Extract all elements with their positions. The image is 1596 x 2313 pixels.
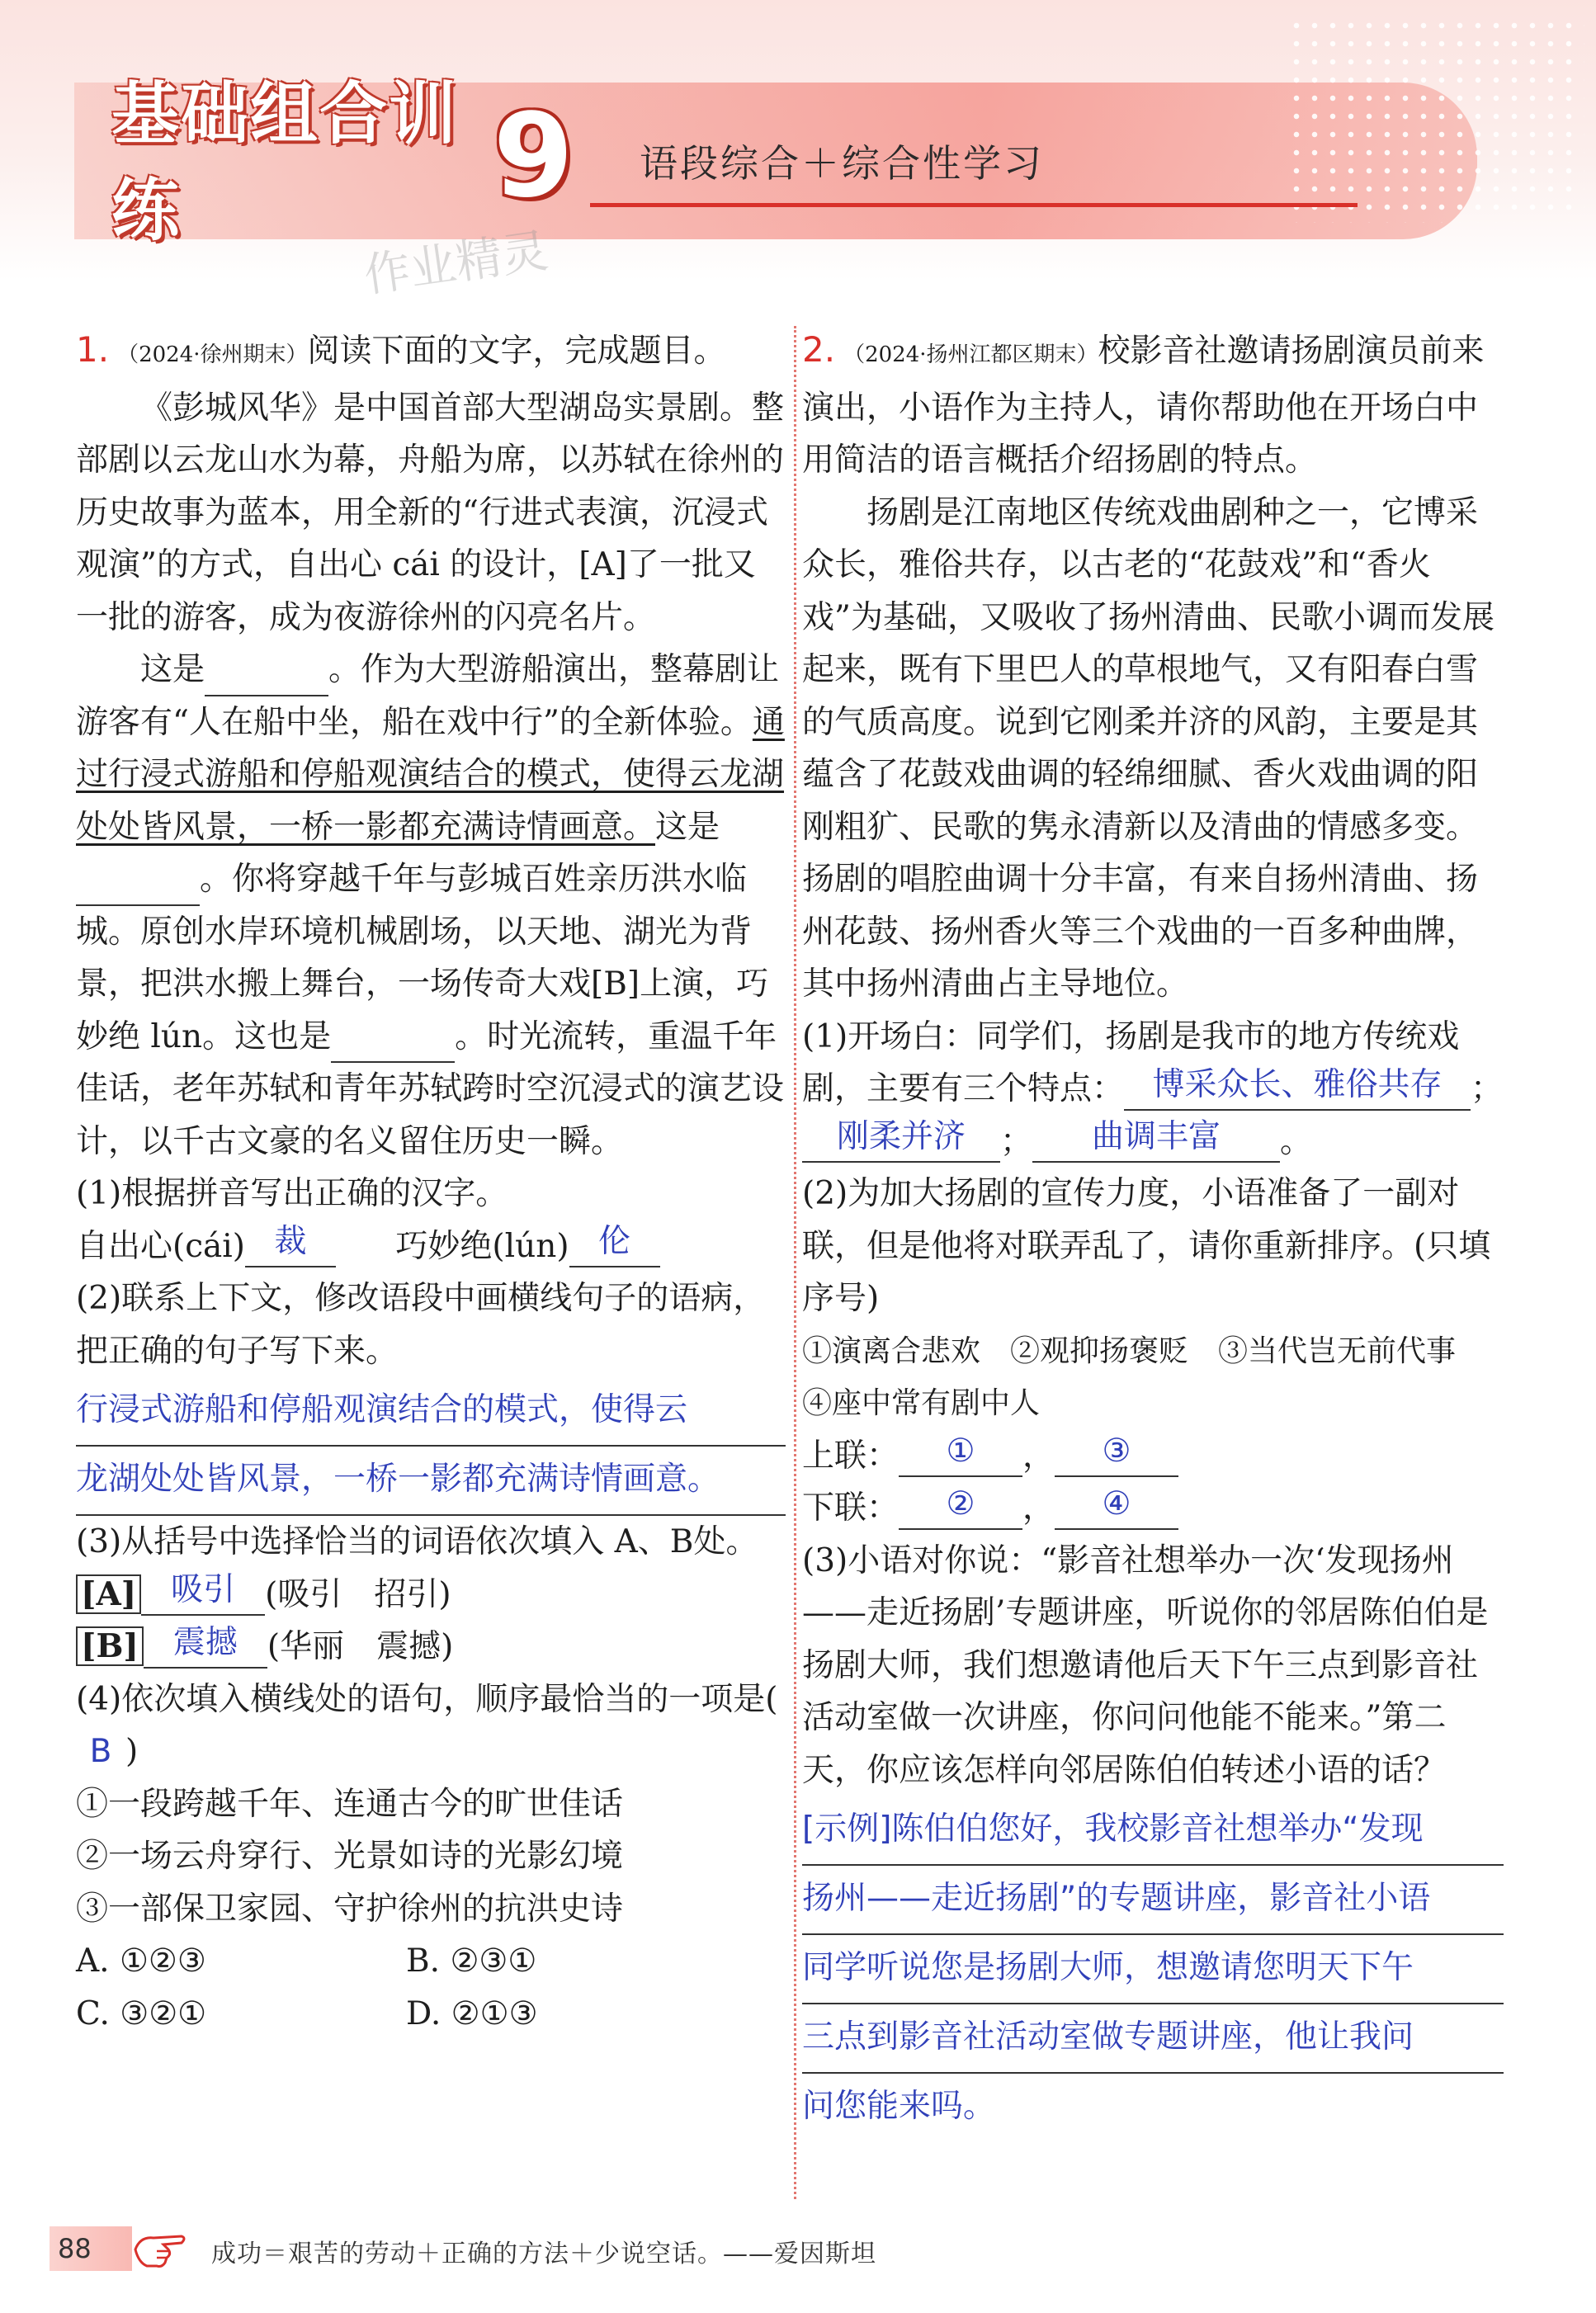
q1-sub2-prompt: (2)联系上下文，修改语段中画横线句子的语病，把正确的句子写下来。 [76,1280,766,1370]
q2-sub1-answer-3[interactable]: 曲调丰富 [1032,1118,1280,1163]
q2-lower-label: 下联： [802,1489,900,1527]
q2-number: 2. [802,329,836,370]
q2-sub2-lower [802,1482,1504,1535]
q1-sub3-prompt: (3)从括号中选择恰当的词语依次填入 A、B处。 [76,1523,758,1560]
q1-source: （2024·徐州期末） [117,342,308,367]
q1-passage-p1: 《彭城风华》是中国首部大型湖岛实景剧。整部剧以云龙山水为幕，舟船为席，以苏轼在徐州的历史故事为蓝本，用全新的“行进式表演，沉浸式观演”的方式，自出心 cái 的设计，[A]了一批又一批的游客，成为夜游徐州的闪亮名片。 [76,389,785,636]
q2-sub1-end: 。 [1280,1122,1313,1160]
footer-quote: 成功＝艰苦的劳动＋正确的方法＋少说空话。——爱因斯坦 [211,2240,876,2268]
q1-text: 。时光流转，重温千年佳话，老年苏轼和青年苏轼跨时空沉浸式的演艺设计，以千古文豪的名义留住历史一瞬。 [76,1017,785,1160]
q1-sub2-answer-line-1[interactable]: 行浸式游船和停船观演结合的模式，使得云 [76,1377,786,1447]
q2-lower-comma: ， [1022,1489,1055,1527]
q1-sub4-answer[interactable]: B [89,1733,112,1770]
q1-sub4-item-1: ①一段跨越千年、连通古今的旷世佳话 [76,1785,624,1823]
q1-underlined-sentence: 通过行浸式游船和停船观演结合的模式，使得云龙湖处处皆风景，一桥一影都充满诗情画意。 [76,703,785,846]
q1-blank-1[interactable] [205,662,328,696]
question-1 [76,323,786,2040]
subtitle-rule [590,203,1358,207]
q2-sub2-items: ①演离合悲欢 ②观抑扬褒贬 ③当代岂无前代事 ④座中常有剧中人 [802,1334,1486,1420]
q1-sub4-prompt [76,1673,786,1778]
header-banner [0,0,1596,304]
q1-sub3-b-answer[interactable]: 震撼 [144,1624,267,1669]
choice-a[interactable]: A. ①②③ [76,1942,206,1980]
q2-sub3-answer-line-5[interactable]: 问您能来吗。 [802,2088,996,2125]
q1-text: 这是 [655,808,720,846]
page-subtitle: 语段综合＋综合性学习 [640,141,1044,186]
title-number: 9 [493,89,574,224]
q1-prompt: 阅读下面的文字，完成题目。 [307,333,726,370]
q1-sub4-item-2: ②一场云舟穿行、光景如诗的光影幻境 [76,1838,624,1875]
q2-sub1-sep: ； [1000,1122,1033,1160]
q2-sub3-answer-line-4[interactable]: 三点到影音社活动室做专题讲座，他让我问 [802,2004,1504,2074]
q1-sub1-prompt: (1)根据拼音写出正确的汉字。 [76,1175,508,1212]
q1-sub1-b-answer[interactable]: 伦 [569,1223,660,1267]
q1-sub2-answer-line-2[interactable]: 龙湖处处皆风景，一桥一影都充满诗情画意。 [76,1447,786,1516]
column-divider [794,326,796,2199]
page-number: 88 [50,2226,132,2271]
q1-text: 。作为大型游船演出，整幕剧让游客有“人在船中坐，船在戏中行”的全新体验。 [76,651,780,741]
choice-c[interactable]: C. ③②① [76,1994,207,2032]
q2-sub1-answer-2[interactable]: 刚柔并济 [802,1118,1000,1163]
q1-sub3-b-label: [B] [76,1626,144,1666]
q2-sub3-answer-line-3[interactable]: 同学听说您是扬剧大师，想邀请您明天下午 [802,1935,1504,2004]
q1-sub3-a-options: (吸引 招引) [265,1575,451,1613]
q2-sub1-prompt: (1)开场白：同学们，扬剧是我市的地方传统戏剧，主要有三个特点： [802,1017,1460,1107]
q2-sub2-prompt: (2)为加大扬剧的宣传力度，小语准备了一副对联，但是他将对联弄乱了，请你重新排序。(只填序号) [802,1175,1491,1317]
q2-upper-answer-1[interactable]: ① [899,1433,1022,1477]
q1-sub1-answers [76,1220,786,1273]
dot-pattern [1287,17,1584,223]
q1-sub3-a-answer[interactable]: 吸引 [141,1571,265,1616]
watermark: 作业精灵 [361,224,552,304]
q2-upper-comma: ， [1022,1437,1055,1475]
q2-upper-answer-2[interactable]: ③ [1055,1433,1178,1477]
q2-lower-answer-2[interactable]: ④ [1055,1485,1178,1530]
q1-sub4-item-3: ③一部保卫家园、守护徐州的抗洪史诗 [76,1890,624,1928]
q2-upper-label: 上联： [802,1437,900,1475]
q2-passage: 扬剧是江南地区传统戏曲剧种之一，它博采众长，雅俗共存，以古老的“花鼓戏”和“香火戏”为基础，又吸收了扬州清曲、民歌小调而发展起来，既有下里巴人的草根地气，又有阳春白雪的气质高度。说到它刚柔并济的风韵，主要是其蕴含了花鼓戏曲调的轻绵细腻、香火戏曲调的阳刚粗犷、民歌的隽永清新以及清曲的情感多变。扬剧的唱腔曲调十分丰富，有来自扬州清曲、扬州花鼓、扬州香火等三个戏曲的一百多种曲牌，其中扬州清曲占主导地位。 [802,493,1494,1003]
q1-sub3-a [76,1569,786,1621]
q2-source: （2024·扬州江都区期末） [843,342,1098,367]
choice-d[interactable]: D. ②①③ [406,1994,538,2032]
q1-sub4-prompt-close: ) [125,1733,139,1770]
q1-number: 1. [76,329,110,370]
q1-sub1-a-answer[interactable]: 裁 [245,1223,336,1267]
q2-sub1-answer-1[interactable]: 博采众长、雅俗共存 [1124,1066,1471,1111]
q1-blank-2[interactable] [76,871,200,906]
q1-sub3-b [76,1621,786,1673]
page-title [111,75,574,250]
q2-header [802,323,1504,487]
q2-sub3-answer-line-1[interactable]: [示例]陈伯伯您好，我校影音社想举办“发现 [802,1796,1504,1866]
question-2 [802,323,1504,2141]
q1-sub3-a-label: [A] [76,1574,141,1614]
q1-text: 这是 [140,651,205,688]
q1-header [76,323,786,382]
q2-sub3-prompt: (3)小语对你说：“影音社想举办一次‘发现扬州——走近扬剧’专题讲座，听说你的邻居陈伯伯是扬剧大师，我们想邀请他后天下午三点到影音社活动室做一次讲座，你问问他能不能来。”第二天，你应该怎样向邻居陈伯伯转述小语的话？ [802,1541,1489,1789]
q1-sub3-b-options: (华丽 震撼) [267,1628,454,1665]
q1-blank-3[interactable] [331,1028,455,1063]
page-footer [50,2220,1040,2278]
q2-prompt: 校影音社邀请扬剧演员前来演出，小语作为主持人，请你帮助他在开场白中用简洁的语言概括介绍扬剧的特点。 [802,333,1485,479]
title-text: 基础组合训练 [111,75,459,250]
q1-text: 。你将穿越千年与彭城百姓亲历洪水临城。原创水岸环境机械剧场，以天地、湖光为背景，把洪水搬上舞台，一场传奇大戏[B]上演，巧妙绝 lún。这也是 [76,861,769,1055]
pointing-hand-icon [132,2225,190,2274]
q1-sub4-choices [76,1935,786,2040]
q1-sub1-a-label: 自出心(cái) [76,1227,245,1265]
q2-lower-answer-1[interactable]: ② [899,1485,1022,1530]
q1-sub1-b-label: 巧妙绝(lún) [395,1227,569,1265]
q2-sub1-sep: ； [1471,1070,1504,1107]
q1-sub4-prompt-text: (4)依次填入横线处的语句，顺序最恰当的一项是( [76,1680,778,1718]
q2-sub1 [802,1011,1504,1168]
choice-b[interactable]: B. ②③① [406,1942,537,1980]
q1-passage-p2 [76,644,786,1168]
q2-sub3-answer-line-2[interactable]: 扬州——走近扬剧”的专题讲座，影音社小语 [802,1866,1504,1935]
q2-sub2-upper [802,1430,1504,1483]
